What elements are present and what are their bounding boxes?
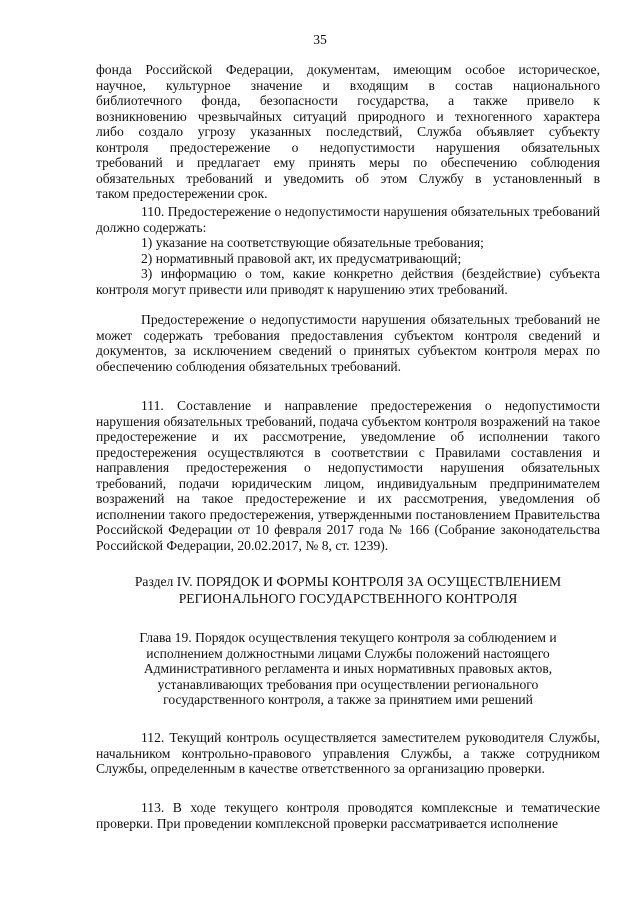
- chapter-title-line: государственного контроля, а также за принятием ими решений: [163, 692, 533, 707]
- list-item-3: 3) информацию о том, какие конкретно действия (бездействие) субъекта контроля могут привести или приводят к нарушению этих требований.: [96, 266, 600, 297]
- text-line: возникновению чрезвычайных ситуаций природного и техногенного характера: [96, 108, 600, 124]
- paragraph-110: [96, 204, 600, 297]
- text-line: либо создало угрозу указанных последствий, Служба объявляет субъекту: [96, 124, 600, 139]
- paragraph-110-text: 110. Предостережение о недопустимости нарушения обязательных требований должно содержать:: [96, 204, 600, 235]
- text-line: обязательных требований и уведомить об этом Службу в установленный в: [96, 170, 600, 186]
- paragraph-warning-text: Предостережение о недопустимости нарушения обязательных требований не может содержать требования предоставления субъектом контроля сведений и документов, за исключением сведений о принятых субъектом контроля мерах по обеспечению соблюдения обязательных требований.: [96, 312, 600, 374]
- text-line: научное, культурное значение и входящим в состав национального: [96, 77, 600, 93]
- list-item-2: 2) нормативный правовой акт, их предусматривающий;: [141, 250, 462, 266]
- chapter-title-line: Глава 19. Порядок осуществления текущего контроля за соблюдением и: [139, 630, 557, 645]
- paragraph-111-text: 111. Составление и направление предостережения о недопустимости нарушения обязательных требований, подача субъектом контроля возражений на такое предостережение и их рассмотрение, уведомление об исполнении такого предостережения осуществляются в соответствии с Правилами составления и направления предостережения о недопустимости нарушения обязательных требований, подачи юридическим лицом, индивидуальным предпринимателем возражений на такое предостережение и их рассмотрения, уведомления об исполнении такого предостережения, утвержденными постановлением Правительства Российской Федерации от 10 февраля 2017 года № 166 (Собрание законодательства Российской Федерации, 20.02.2017, № 8, ст. 1239).: [96, 398, 600, 553]
- paragraph-continuation: [96, 62, 600, 202]
- text-line: таком предостережении срок.: [96, 186, 268, 201]
- text-line: требований и предлагает ему принять меры по обеспечению соблюдения: [96, 155, 600, 170]
- page-number: 35: [313, 32, 327, 47]
- section-title-line-1: Раздел IV. ПОРЯДОК И ФОРМЫ КОНТРОЛЯ ЗА ОСУЩЕСТВЛЕНИЕМ: [134, 574, 562, 589]
- paragraph-113-text: 113. В ходе текущего контроля проводятся комплексные и тематические проверки. При проведении комплексной проверки рассматривается исполнение: [96, 800, 600, 831]
- chapter-title-line: исполнением должностными лицами Службы положений настоящего: [146, 645, 550, 661]
- paragraph-warning: [96, 312, 600, 374]
- section-title-line-2: РЕГИОНАЛЬНОГО ГОСУДАРСТВЕННОГО КОНТРОЛЯ: [178, 591, 518, 606]
- chapter-title-line: Административного регламента и иных нормативных правовых актов,: [143, 661, 553, 676]
- paragraph-112: [96, 730, 600, 777]
- paragraph-113: [96, 800, 600, 831]
- chapter-heading: [96, 630, 600, 708]
- text-line: контроля предостережение о недопустимости нарушения обязательных: [96, 139, 600, 155]
- chapter-title-line: устанавливающих требования при осуществлении регионального: [157, 676, 539, 692]
- section-heading: [96, 573, 600, 607]
- text-line: библиотечного фонда, безопасности государства, а также привело к: [96, 93, 600, 108]
- paragraph-111: [96, 398, 600, 553]
- paragraph-112-text: 112. Текущий контроль осуществляется заместителем руководителя Службы, начальником контрольно-правового управления Службы, а также сотрудником Службы, определенным в качестве ответственного за организацию проверки.: [96, 730, 600, 776]
- list-item-1: 1) указание на соответствующие обязательные требования;: [141, 235, 484, 250]
- text-line: фонда Российской Федерации, документам, имеющим особое историческое,: [96, 62, 600, 77]
